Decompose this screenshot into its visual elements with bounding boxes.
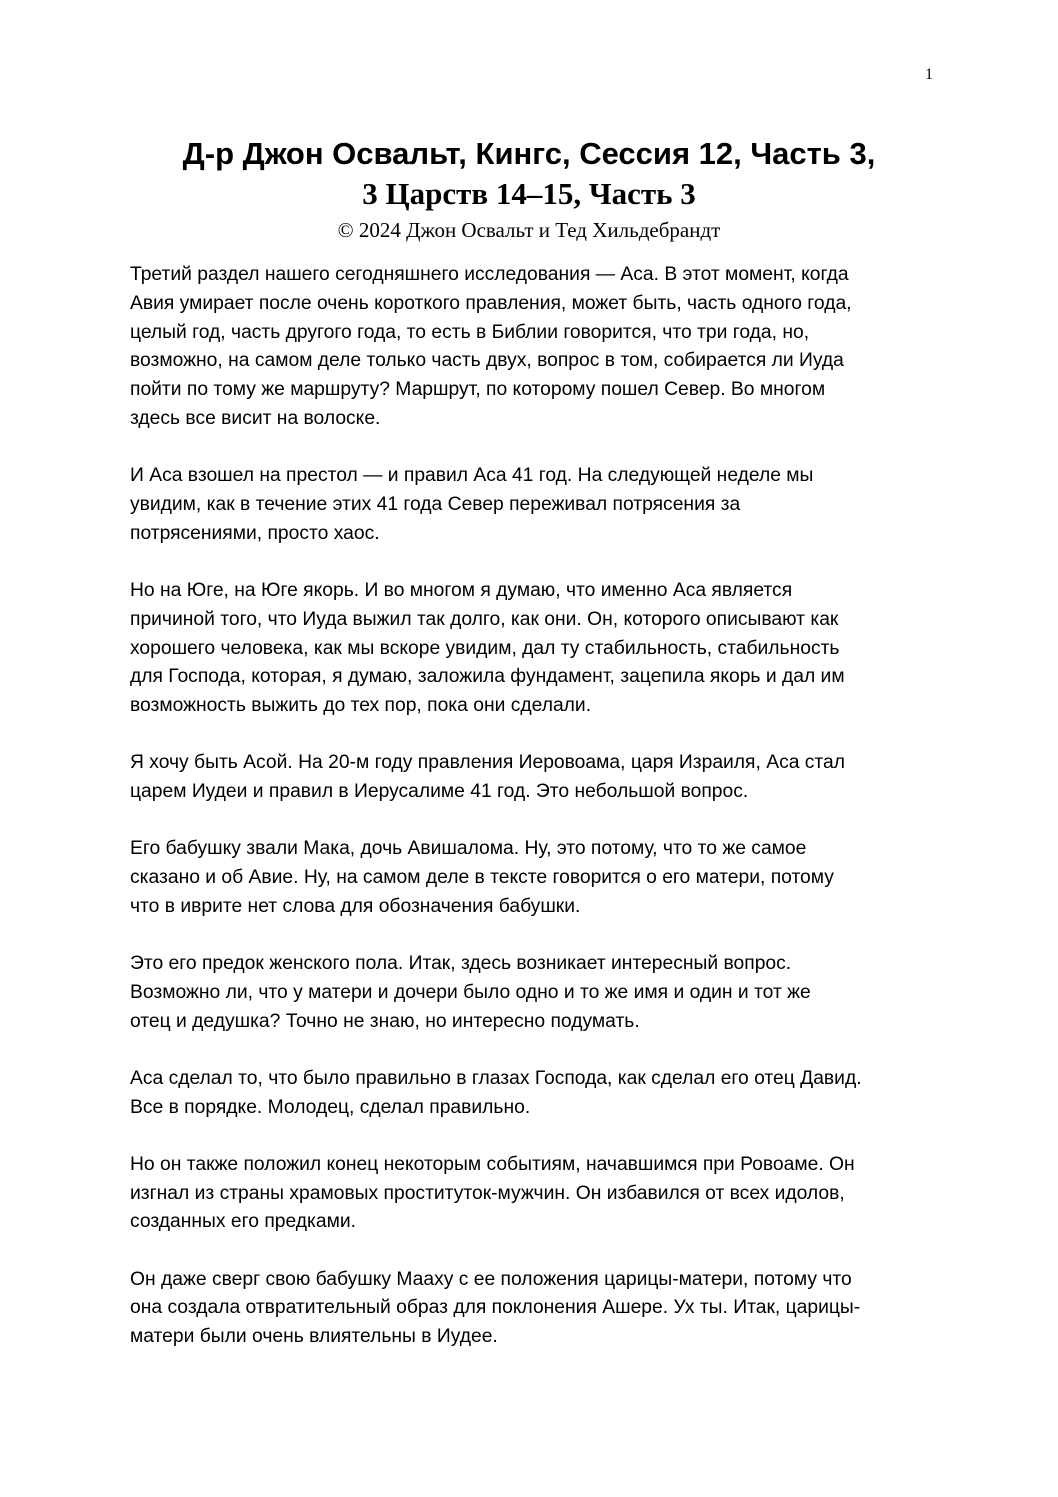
paragraph-line: возможно, на самом деле только часть двух, вопрос в том, собирается ли Иуда	[130, 350, 844, 372]
paragraph	[130, 1065, 930, 1123]
paragraph-line: хорошего человека, как мы вскоре увидим, дал ту стабильность, стабильность	[130, 637, 840, 659]
document-title-line-2: 3 Царств 14–15, Часть 3	[362, 176, 696, 211]
paragraph	[130, 1266, 930, 1352]
paragraph-line: Аса сделал то, что было правильно в глазах Господа, как сделал его отец Давид.	[130, 1067, 862, 1089]
paragraph-line: Авия умирает после очень короткого правления, может быть, часть одного года,	[130, 292, 852, 314]
paragraph-line: пойти по тому же маршруту? Маршрут, по которому пошел Север. Во многом	[130, 379, 826, 401]
paragraph-line: Его бабушку звали Мака, дочь Авишалома. Ну, это потому, что то же самое	[130, 838, 807, 860]
paragraph-line: возможность выжить до тех пор, пока они сделали.	[130, 695, 592, 717]
paragraph	[130, 835, 930, 921]
paragraph-line: что в иврите нет слова для обозначения бабушки.	[130, 895, 581, 917]
paragraph-line: Это его предок женского пола. Итак, здесь возникает интересный вопрос.	[130, 953, 792, 975]
paragraph-line: причиной того, что Иуда выжил так долго, как они. Он, которого описывают как	[130, 608, 839, 630]
paragraph-line: Все в порядке. Молодец, сделал правильно.	[130, 1096, 531, 1118]
paragraph-line: царем Иудеи и правил в Иерусалиме 41 год. Это небольшой вопрос.	[130, 781, 749, 803]
paragraph	[130, 950, 930, 1036]
paragraph-line: сказано и об Авие. Ну, на самом деле в тексте говорится о его матери, потому	[130, 867, 834, 889]
paragraph-line: здесь все висит на волоске.	[130, 407, 381, 429]
document-title-line-1: Д-р Джон Освальт, Кингс, Сессия 12, Часть 3,	[182, 136, 876, 171]
page-number: 1	[925, 66, 933, 83]
paragraph-line: матери были очень влиятельны в Иудее.	[130, 1326, 498, 1348]
paragraph-line: Третий раздел нашего сегодняшнего исследования — Аса. В этот момент, когда	[130, 264, 849, 285]
paragraph-line: увидим, как в течение этих 41 года Север переживал потрясения за	[130, 493, 741, 515]
paragraph-line: Он даже сверг свою бабушку Мааху с ее положения царицы-матери, потому что	[130, 1268, 852, 1290]
paragraph-line: целый год, часть другого года, то есть в Библии говорится, что три года, но,	[130, 321, 810, 343]
paragraph-line: потрясениями, просто хаос.	[130, 522, 380, 544]
paragraph-line: Но он также положил конец некоторым событиям, начавшимся при Ровоаме. Он	[130, 1153, 855, 1175]
paragraph-line: она создала отвратительный образ для поклонения Ашере. Ух ты. Итак, царицы-	[130, 1297, 861, 1319]
copyright-notice: © 2024 Джон Освальт и Тед Хильдебрандт	[337, 218, 721, 242]
paragraph-line: Возможно ли, что у матери и дочери было одно и то же имя и один и тот же	[130, 981, 811, 1003]
paragraph-line: Я хочу быть Асой. На 20-м году правления Иеровоама, царя Израиля, Аса стал	[130, 752, 846, 774]
paragraph-line: созданных его предками.	[130, 1211, 356, 1233]
document-body	[130, 261, 930, 1380]
paragraph	[130, 462, 930, 548]
paragraph-line: для Господа, которая, я думаю, заложила фундамент, зацепила якорь и дал им	[130, 666, 845, 688]
paragraph-line: отец и дедушка? Точно не знаю, но интересно подумать.	[130, 1010, 640, 1032]
paragraph	[130, 261, 930, 434]
paragraph-line: изгнал из страны храмовых проституток-мужчин. Он избавился от всех идолов,	[130, 1182, 845, 1204]
paragraph-line: Но на Юге, на Юге якорь. И во многом я думаю, что именно Аса является	[130, 579, 793, 601]
paragraph	[130, 749, 930, 807]
paragraph	[130, 1151, 930, 1237]
paragraph-line: И Аса взошел на престол — и правил Аса 41 год. На следующей неделе мы	[130, 465, 814, 487]
paragraph	[130, 577, 930, 721]
